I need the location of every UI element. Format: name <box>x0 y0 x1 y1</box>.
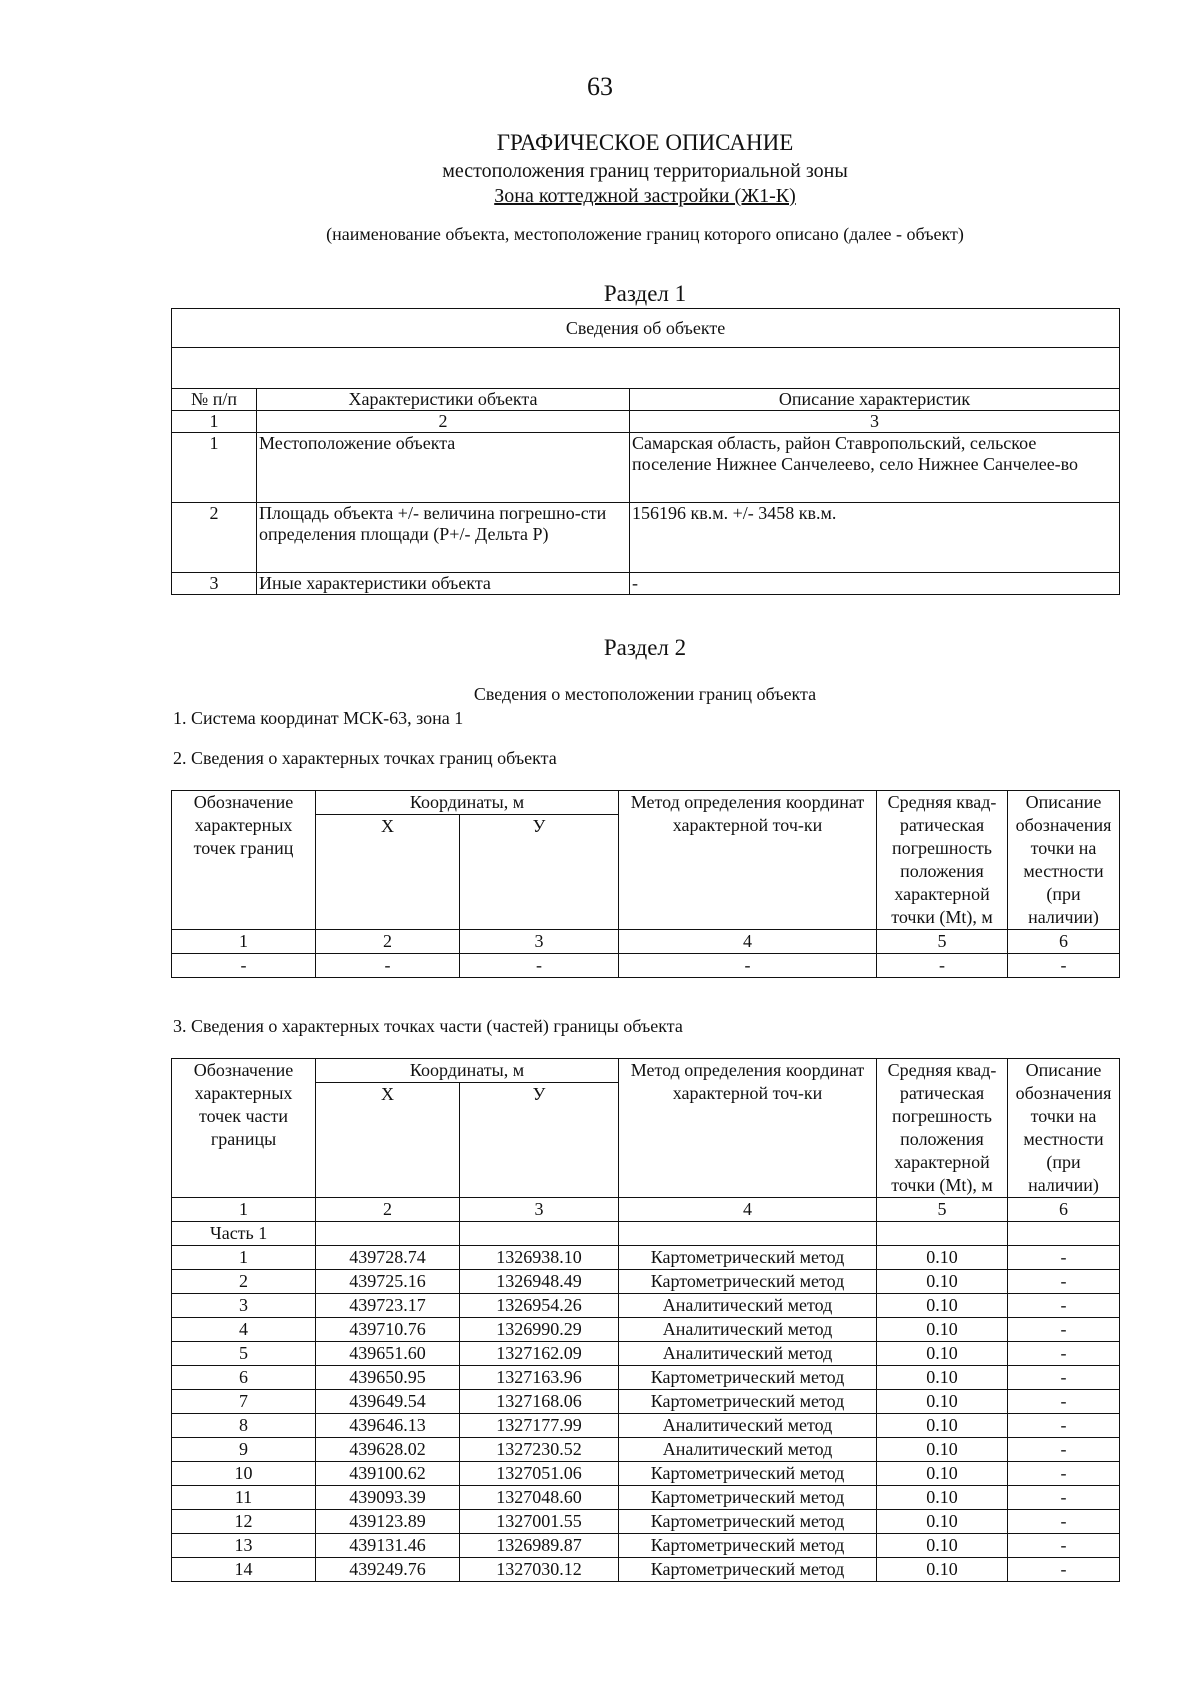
point-number: 14 <box>172 1558 316 1582</box>
point-number: 4 <box>172 1318 316 1342</box>
coord-x: 439249.76 <box>316 1558 460 1582</box>
description: - <box>1008 1270 1120 1294</box>
coord-x: 439646.13 <box>316 1414 460 1438</box>
coord-y: 1326989.87 <box>460 1534 619 1558</box>
point-number: 10 <box>172 1462 316 1486</box>
error: 0.10 <box>877 1414 1008 1438</box>
row-number: 2 <box>172 503 257 573</box>
col-header-characteristic: Характеристики объекта <box>257 389 630 411</box>
point-number: 8 <box>172 1414 316 1438</box>
header-x: Х <box>316 1083 460 1198</box>
point-number: 2 <box>172 1270 316 1294</box>
col-number: 5 <box>877 930 1008 954</box>
error: 0.10 <box>877 1462 1008 1486</box>
col-number: 3 <box>460 930 619 954</box>
table-row <box>172 1294 1120 1318</box>
header-method: Метод определения координат характерной точ-ки <box>619 1059 877 1198</box>
boundary-points-table <box>171 790 1120 978</box>
empty-cell <box>1008 1222 1120 1246</box>
description: - <box>1008 1438 1120 1462</box>
col-number: 6 <box>1008 930 1120 954</box>
points-heading: 2. Сведения о характерных точках границ объекта <box>173 748 557 768</box>
coord-y: 1327168.06 <box>460 1390 619 1414</box>
error: 0.10 <box>877 1342 1008 1366</box>
method: Аналитический метод <box>619 1342 877 1366</box>
coord-x: 439651.60 <box>316 1342 460 1366</box>
description: - <box>1008 1318 1120 1342</box>
object-note: (наименование объекта, местоположение границ которого описано (далее - объект) <box>326 224 964 244</box>
col-number: 1 <box>172 930 316 954</box>
error: 0.10 <box>877 1486 1008 1510</box>
col-number: 2 <box>316 1198 460 1222</box>
coord-x: 439723.17 <box>316 1294 460 1318</box>
point-cell: - <box>877 954 1008 978</box>
value-area: 156196 кв.м. +/- 3458 кв.м. <box>630 503 1120 573</box>
coord-x: 439710.76 <box>316 1318 460 1342</box>
description: - <box>1008 1558 1120 1582</box>
zone-name-text: Зона коттеджной застройки (Ж1-К) <box>494 185 796 207</box>
document-title: ГРАФИЧЕСКОЕ ОПИСАНИЕ <box>496 130 794 155</box>
description: - <box>1008 1414 1120 1438</box>
point-cell: - <box>172 954 316 978</box>
col-number: 6 <box>1008 1198 1120 1222</box>
header-y: У <box>460 815 619 930</box>
table-row <box>172 1246 1120 1270</box>
coord-x: 439123.89 <box>316 1510 460 1534</box>
coord-x: 439649.54 <box>316 1390 460 1414</box>
coord-x: 439725.16 <box>316 1270 460 1294</box>
description: - <box>1008 1462 1120 1486</box>
col-number: 2 <box>257 411 630 433</box>
table-row <box>172 1366 1120 1390</box>
col-number: 3 <box>460 1198 619 1222</box>
point-number: 6 <box>172 1366 316 1390</box>
point-cell: - <box>619 954 877 978</box>
point-cell: - <box>460 954 619 978</box>
value-location: Самарская область, район Ставропольский, сельское поселение Нижнее Санчелеево, село Нижнее Санчелее-во <box>630 433 1120 503</box>
header-designation: Обозначение характерных точек части границы <box>172 1059 316 1198</box>
table-row <box>172 1558 1120 1582</box>
error: 0.10 <box>877 1534 1008 1558</box>
coordinate-system: 1. Система координат МСК-63, зона 1 <box>173 708 464 728</box>
error: 0.10 <box>877 1294 1008 1318</box>
method: Картометрический метод <box>619 1510 877 1534</box>
table-row <box>172 1342 1120 1366</box>
header-error: Средняя квад-ратическая погрешность положения характерной точки (Mt), м <box>877 1059 1008 1198</box>
method: Картометрический метод <box>619 1270 877 1294</box>
description: - <box>1008 1294 1120 1318</box>
point-number: 11 <box>172 1486 316 1510</box>
col-number: 5 <box>877 1198 1008 1222</box>
table-row <box>172 1510 1120 1534</box>
table-row <box>172 1534 1120 1558</box>
part-label: Часть 1 <box>172 1222 316 1246</box>
coord-y: 1327162.09 <box>460 1342 619 1366</box>
method: Картометрический метод <box>619 1246 877 1270</box>
method: Аналитический метод <box>619 1294 877 1318</box>
header-coordinates: Координаты, м <box>316 1059 619 1083</box>
col-number: 4 <box>619 930 877 954</box>
header-x: Х <box>316 815 460 930</box>
coord-x: 439628.02 <box>316 1438 460 1462</box>
table-row <box>172 1414 1120 1438</box>
col-number: 1 <box>172 411 257 433</box>
method: Картометрический метод <box>619 1534 877 1558</box>
document-subtitle: местоположения границ территориальной зоны <box>442 160 848 182</box>
coord-x: 439131.46 <box>316 1534 460 1558</box>
part-points-table <box>171 1058 1120 1582</box>
col-header-description: Описание характеристик <box>630 389 1120 411</box>
value-other: - <box>630 573 1120 595</box>
method: Картометрический метод <box>619 1390 877 1414</box>
description: - <box>1008 1342 1120 1366</box>
col-number: 4 <box>619 1198 877 1222</box>
row-number: 3 <box>172 573 257 595</box>
point-number: 1 <box>172 1246 316 1270</box>
coord-x: 439100.62 <box>316 1462 460 1486</box>
section2-heading: Раздел 2 <box>603 635 687 660</box>
table-row <box>172 1318 1120 1342</box>
description: - <box>1008 1534 1120 1558</box>
header-designation: Обозначение характерных точек границ <box>172 791 316 930</box>
header-coordinates: Координаты, м <box>316 791 619 815</box>
empty-cell <box>619 1222 877 1246</box>
table-row <box>172 1270 1120 1294</box>
coord-x: 439093.39 <box>316 1486 460 1510</box>
part-rows <box>172 1246 1120 1582</box>
object-info-table <box>171 308 1120 595</box>
header-description: Описание обозначения точки на местности (при наличии) <box>1008 1059 1120 1198</box>
object-table-title: Сведения об объекте <box>172 309 1120 348</box>
coord-x: 439650.95 <box>316 1366 460 1390</box>
col-number: 1 <box>172 1198 316 1222</box>
table-row <box>172 1390 1120 1414</box>
point-cell: - <box>1008 954 1120 978</box>
point-number: 7 <box>172 1390 316 1414</box>
error: 0.10 <box>877 1270 1008 1294</box>
coord-y: 1326938.10 <box>460 1246 619 1270</box>
error: 0.10 <box>877 1318 1008 1342</box>
method: Картометрический метод <box>619 1462 877 1486</box>
description: - <box>1008 1390 1120 1414</box>
description: - <box>1008 1246 1120 1270</box>
section2-caption: Сведения о местоположении границ объекта <box>473 684 817 704</box>
characteristic-location: Местоположение объекта <box>257 433 630 503</box>
parts-heading: 3. Сведения о характерных точках части (частей) границы объекта <box>173 1016 683 1036</box>
description: - <box>1008 1366 1120 1390</box>
coord-y: 1326990.29 <box>460 1318 619 1342</box>
characteristic-other: Иные характеристики объекта <box>257 573 630 595</box>
error: 0.10 <box>877 1366 1008 1390</box>
object-table-blank-row <box>172 348 1120 389</box>
empty-cell <box>877 1222 1008 1246</box>
col-number: 3 <box>630 411 1120 433</box>
col-header-num: № п/п <box>172 389 257 411</box>
point-number: 5 <box>172 1342 316 1366</box>
error: 0.10 <box>877 1510 1008 1534</box>
method: Картометрический метод <box>619 1558 877 1582</box>
row-number: 1 <box>172 433 257 503</box>
point-number: 13 <box>172 1534 316 1558</box>
col-number: 2 <box>316 930 460 954</box>
page-number: 63 <box>587 72 613 101</box>
header-error: Средняя квад-ратическая погрешность положения характерной точки (Mt), м <box>877 791 1008 930</box>
coord-y: 1327030.12 <box>460 1558 619 1582</box>
point-number: 3 <box>172 1294 316 1318</box>
table-row <box>172 1438 1120 1462</box>
point-number: 9 <box>172 1438 316 1462</box>
method: Картометрический метод <box>619 1366 877 1390</box>
error: 0.10 <box>877 1558 1008 1582</box>
point-cell: - <box>316 954 460 978</box>
coord-y: 1327163.96 <box>460 1366 619 1390</box>
error: 0.10 <box>877 1438 1008 1462</box>
method: Картометрический метод <box>619 1486 877 1510</box>
coord-y: 1327048.60 <box>460 1486 619 1510</box>
coord-y: 1327177.99 <box>460 1414 619 1438</box>
header-y: У <box>460 1083 619 1198</box>
coord-y: 1326954.26 <box>460 1294 619 1318</box>
characteristic-area: Площадь объекта +/- величина погрешно-сти определения площади (Р+/- Дельта Р) <box>257 503 630 573</box>
empty-cell <box>316 1222 460 1246</box>
table-row <box>172 1486 1120 1510</box>
coord-x: 439728.74 <box>316 1246 460 1270</box>
method: Аналитический метод <box>619 1318 877 1342</box>
header-method: Метод определения координат характерной точ-ки <box>619 791 877 930</box>
point-number: 12 <box>172 1510 316 1534</box>
zone-name <box>0 185 1200 208</box>
header-description: Описание обозначения точки на местности (при наличии) <box>1008 791 1120 930</box>
error: 0.10 <box>877 1390 1008 1414</box>
empty-cell <box>460 1222 619 1246</box>
table-row <box>172 1462 1120 1486</box>
coord-y: 1327001.55 <box>460 1510 619 1534</box>
description: - <box>1008 1486 1120 1510</box>
method: Аналитический метод <box>619 1438 877 1462</box>
section1-heading: Раздел 1 <box>603 281 687 306</box>
description: - <box>1008 1510 1120 1534</box>
error: 0.10 <box>877 1246 1008 1270</box>
coord-y: 1326948.49 <box>460 1270 619 1294</box>
method: Аналитический метод <box>619 1414 877 1438</box>
coord-y: 1327051.06 <box>460 1462 619 1486</box>
coord-y: 1327230.52 <box>460 1438 619 1462</box>
